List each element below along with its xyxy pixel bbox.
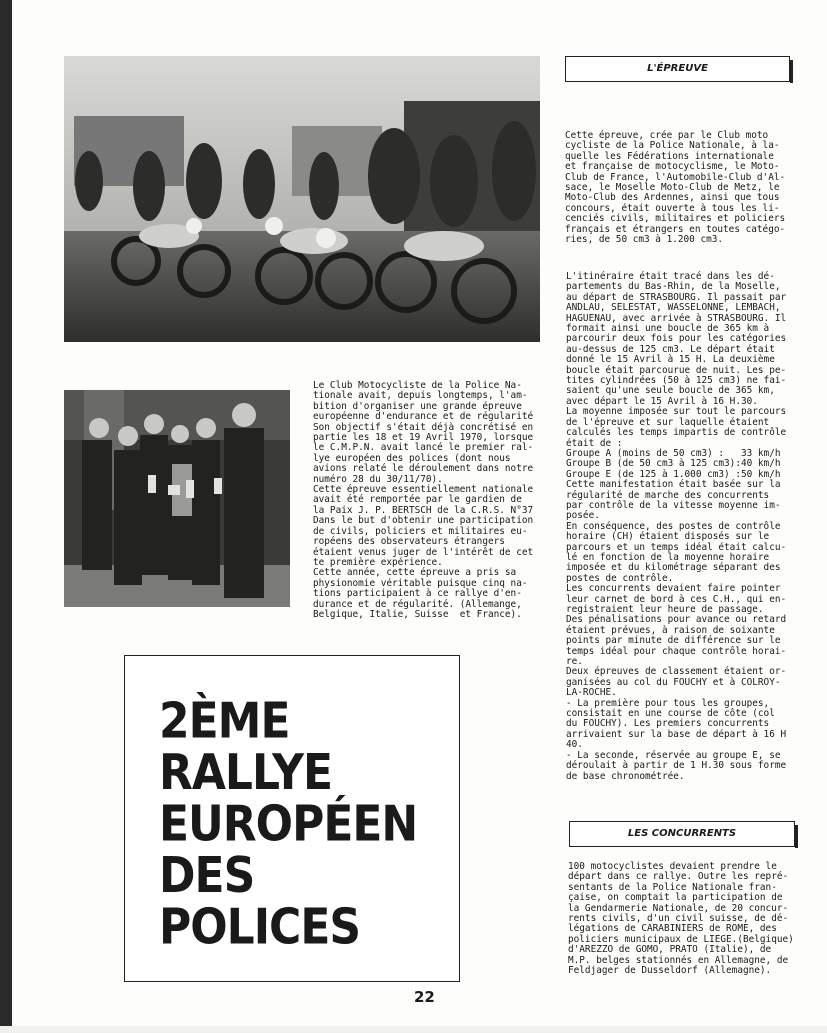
- title-box: [124, 655, 460, 982]
- epreuve-paragraph-1: Cette épreuve, crée par le Club moto cycliste de la Police Nationale, à la- quelle les Fédérations internationale et française de motocyclisme, le Moto- Club de France, l'Automobile-Club d'Al- sace, le Moselle Moto-Club de Metz, le Moto-Club des Ardennes, ainsi que tous concours, était ouverte à tous les li- cenciés civils, militaires et policiers français et étrangers en toutes catégo- ries, de 50 cm3 à 1.200 cm3.: [565, 130, 786, 246]
- trophy-winners-photo: [64, 390, 290, 607]
- concurrents-heading: LES CONCURRENTS: [569, 821, 795, 847]
- epreuve-heading: L'ÉPREUVE: [565, 56, 790, 82]
- motorcycle-rally-photo: [64, 56, 540, 342]
- article-title: 2ÈME RALLYE EUROPÉEN DES POLICES: [159, 692, 418, 956]
- page-number: 22: [414, 988, 435, 1006]
- page-edge-bottom: [0, 1026, 827, 1033]
- intro-paragraph: Le Club Motocycliste de la Police Na- tionale avait, depuis longtemps, l'am- bition d'organiser une grande épreuve européenne d'endurance et de régularité Son objectif s'était déjà concrétisé en partie les 18 et 19 Avril 1970, lorsque le C.M.P.N. avait lancé le premier ral- lye européen des polices (dont nous avions relaté le déroulement dans notre numéro 28 du 30/11/70). Cette épreuve essentiellement nationale avait été remportée par le gardien de la Paix J. P. BERTSCH de la C.R.S. N°37 Dans le but d'obtenir une participation de civils, policiers et militaires eu- ropéens des observateurs étrangers étaient venus juger de l'intérêt de cet te première expérience. Cette année, cette épreuve a pris sa physionomie véritable puisque cinq na- tions participaient à ce rallye d'en- durance et de régularité. (Allemange, Belgique, Italie, Suisse et France).: [313, 380, 534, 620]
- epreuve-paragraph-2: L'itinéraire était tracé dans les dé- partements du Bas-Rhin, de la Moselle, au départ de STRASBOURG. Il passait par ANDLAU, SELESTAT, WASSELONNE, LEMBACH, HAGUENAU, avec arrivée à STRASBOURG. Il formait ainsi une boucle de 365 km à parcourir deux fois pour les catégories au-dessus de 125 cm3. Le départ était donné le 15 Avril à 15 H. La deuxième boucle était parcourue de nuit. Les pe- tites cylindrées (50 à 125 cm3) ne fai- saient qu'une seule boucle de 365 km, avec départ le 15 Avril à 16 H.30. La moyenne imposée sur tout le parcours de l'épreuve et sur laquelle étaient calculés les temps impartis de contrôle était de : Groupe A (moins de 50 cm3) : 33 km/h Groupe B (de 50 cm3 à 125 cm3):40 km/h Groupe E (de 125 à 1.000 cm3) :50 km/h Cette manifestation était basée sur la régularité de marche des concurrents par contrôle de la vitesse moyenne im- posée. En conséquence, des postes de contrôle horaire (CH) étaient disposés sur le parcours et un temps idéal était calcu- lé en fonction de la moyenne horaire imposée et du kilométrage séparant des postes de contrôle. Les concurrents devaient faire pointer leur carnet de bord à ces C.H., qui en- registraient leur heure de passage. Des pénalisations pour avance ou retard étaient prévues, à raison de soixante points par minute de différence sur le temps idéal pour chaque contrôle horai- re. Deux épreuves de classement étaient or- ganisées au col du FOUCHY et à COLROY- LA-ROCHE. - La première pour tous les groupes, consistait en une course de côte (col du FOUCHY). Les premiers concurrents arrivaient sur la base de départ à 16 H 40. - La seconde, réservée au groupe E, se déroulait à partir de 1 H.30 sous forme de base chronométrée.: [566, 271, 787, 782]
- page-edge: [0, 0, 12, 1033]
- concurrents-paragraph: 100 motocyclistes devaient prendre le départ dans ce rallye. Outre les repré- sentants de la Police Nationale fran- çaise, on comptait la participation de la Gendarmerie Nationale, de 20 concur- rents civils, d'un civil suisse, de dé- légations de CARABINIERS de ROME, des policiers municipaux de LIEGE.(Belgique) d'AREZZO de GOMO, PRATO (Italie), de M.P. belges stationnés en Allemagne, de Feldjager de Dusseldorf (Allemagne).: [568, 861, 794, 977]
